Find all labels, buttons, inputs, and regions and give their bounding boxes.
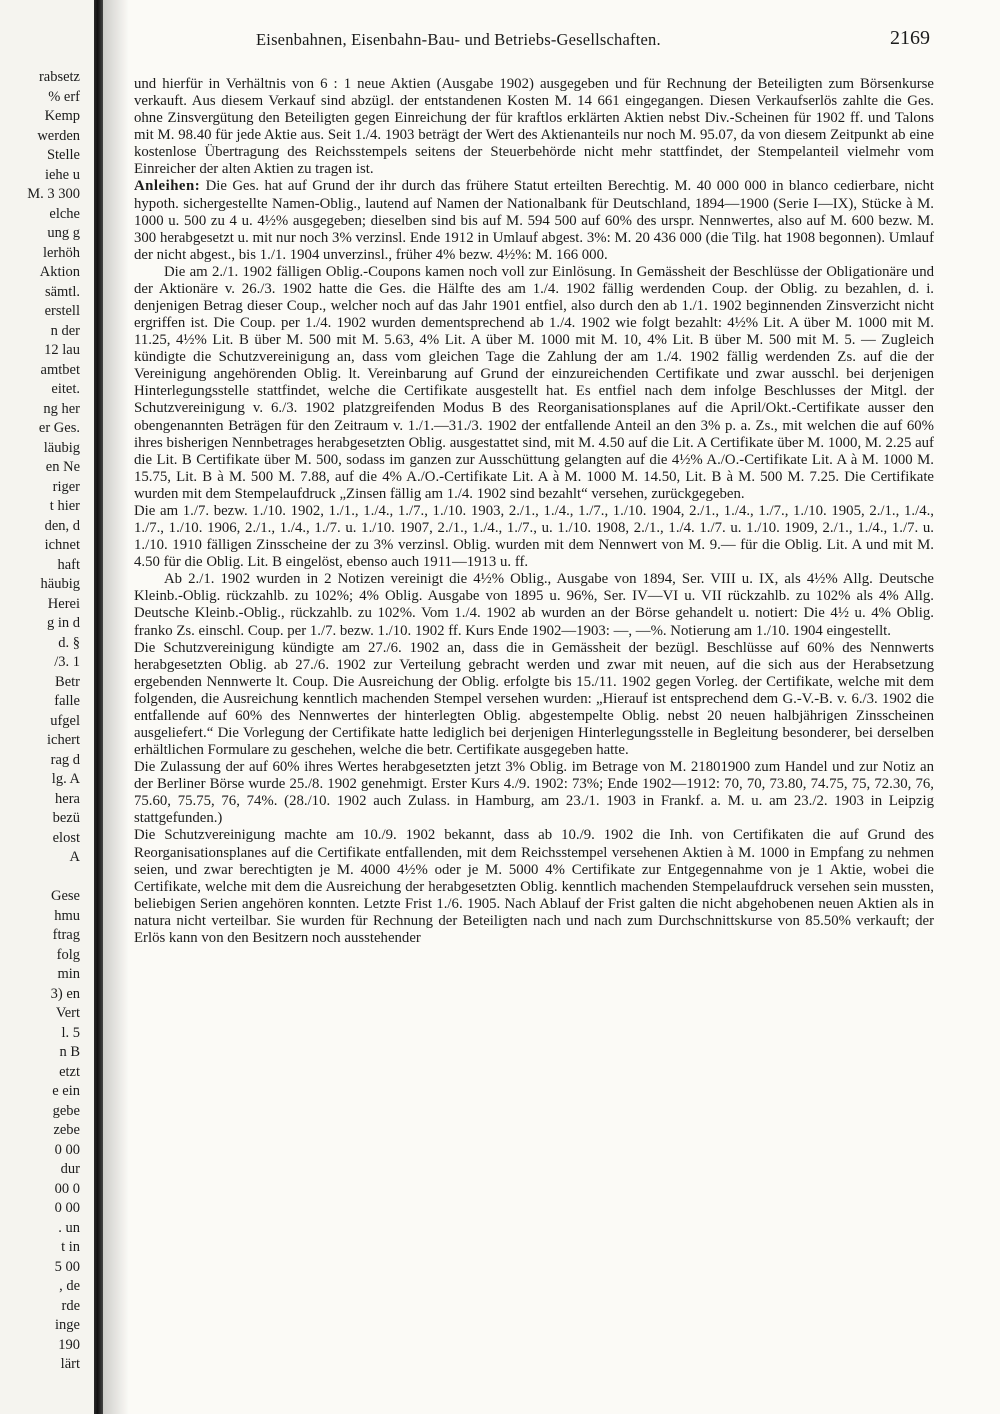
left-page-line: folg [56,946,80,963]
left-page-line: , de [59,1278,80,1294]
left-page-line: eitet. [51,381,80,397]
left-page-line: ftrag [52,927,80,943]
left-page-line: e ein [52,1083,80,1099]
page-number: 2169 [890,27,930,49]
left-page-line: ufgel [50,712,80,729]
left-page-line: ung g [47,225,80,241]
left-page-line: /3. 1 [54,654,80,670]
paragraph-announcement: Die Schutzvereinigung machte am 10./9. 1902 bekannt, dass ab 10./9. 1902 die Inh. von Certifikaten die auf Grund des Reorganisationsplanes auf die Certifikate entfallenden, mit dem Reichsstempel versehenen Aktien à M. 1000 in Empfang zu nehmen seien, und zwar berechtigten je M. 4000 4½% oder je M. 5000 4% Certifikate zur Entgegennahme von je 1 Aktie, wobei die Certifikate, welche mit dem die Ausreichung der herabgesetzten Oblig. kenntlich machenden Stempelaufdruck versehen sein mussten, beliebigen Serien angehören konnten. Letzte Frist 1./6. 1905. Nach Ablauf der Frist galten die nicht abgehobenen neuen Aktien als in natura nicht verteilbar. Sie wurden für Rechnung der Beteiligten nach und nach zum Durchschnittskurse von 85.50% verkauft; der Erlös kann von den Besitzern noch ausstehender [134,827,934,946]
left-page-line: lerhöh [42,244,80,261]
left-page-line: ichnet [44,537,80,553]
left-page-line: den, d [44,517,80,534]
left-page-line: g in d [46,615,80,631]
left-page-line: werden [37,127,80,144]
paragraph-listing: Ab 2./1. 1902 wurden in 2 Notizen vereinigt die 4½% Oblig., Ausgabe von 1894, Ser. VIII u. IX, als 4½% Allg. Deutsche Kleinb.-Oblig. rückzahlb. zu 102%; 4% Oblig. Ausgabe von 1895 u. 96%, Ser. IV—VI u. VII rückzahlb. zu 102% als 4% Allg. Deutsche Kleinb.-Oblig., rückzahlb. zu 102%. Vom 1./4. 1902 ab wurden an der Börse gehandelt u. notiert: Die 4½ u. 4% Oblig. franko Zs. einschl. Coup. per 1./7. bezw. 1./10. 1902 ff. Kurs Ende 1902—1903: —, —%. Notierung am 1./10. 1904 eingestellt. [134,571,934,639]
left-page-line: hmu [54,907,80,924]
paragraph-interest-dates: Die am 1./7. bezw. 1./10. 1902, 1./1., 1./4., 1./7., 1./10. 1903, 2./1., 1./4., 1./7., 1./10. 1904, 2./1., 1./4., 1./7., 1./10. 1905, 2./1., 1./4., 1./7., 1./10. 1906, 2./1., 1./4., 1./7. u. 1./10. 1907, 2./1., 1./4., 1./7., u. 1./10. 1908, 2./1., 1./4. 1./7. u. 1./10. 1909, 2./1., 1./4., 1./7. u. 1./10. 1910 fälligen Zinsscheine der zu 3% verzinsl. Oblig. wurden mit dem Nennwert von M. 9.— für die Oblig. Lit. A und mit M. 4.50 für die Oblig. Lit. B eingelöst, ebenso auch 1911—1913 u. ff. [134,502,934,571]
text-column [134,76,934,947]
left-page-line: bezü [52,810,80,826]
left-page-line: 00 0 [54,1180,80,1197]
left-page-line: n der [50,322,80,339]
left-page-line: Gese [51,888,80,904]
left-page-line: 190 [58,1336,80,1353]
paragraph-loans: Anleihen: Die Ges. hat auf Grund der ihr durch das frühere Statut erteilten Berechtig. M. 40 000 000 in blanco cedierbare, nicht hypoth. sichergestellte Namen-Oblig., lautend auf Namen der Nationalbank für Deutschland, 1894—1900 (Serie I—IX), Stücke à M. 1000 u. 500 zu 4 u. 4½% ausgegeben; dieselben sind bis auf M. 594 500 auf 60% des urspr. Nennwertes, also auf M. 600 bezw. M. 300 herabgesetzt u. mit nur noch 3% verzinsl. Ende 1912 in Umlauf abgest. 3%: M. 20 436 000 (die Tilg. hat 1908 begonnen). Umlauf der nicht abgest., bis 1./1. 1904 unverzinsl., früher 4% bezw. 4½%: M. 166 000. [134,178,934,263]
left-page-line: 0 00 [54,1141,80,1158]
left-page-line: iehe u [44,166,80,183]
left-page-line: riger [52,478,80,495]
left-page-line: haft [57,556,80,573]
left-page-line: elche [49,205,80,222]
page-header [130,27,930,54]
adjacent-page-fragment [0,0,94,1414]
left-page-line: . un [58,1219,80,1236]
left-page-line: 0 00 [54,1200,80,1216]
left-page-line: en Ne [45,459,80,475]
left-page-line: ichert [46,732,80,748]
left-page-line: inge [55,1317,80,1333]
left-page-line: Vert [55,1005,80,1021]
left-page-line: Stelle [46,147,80,163]
left-page-line: dur [60,1161,80,1177]
paragraph-coupons: Die am 2./1. 1902 fälligen Oblig.-Coupons kamen noch voll zur Einlösung. In Gemässheit der Beschlüsse der Obligationäre und der Aktionäre v. 26./3. 1902 hatte die Ges. die Hälfte des am 1./4. 1902 fällig werdenden Coup. der Oblig. zu bezahlen, d. i. denjenigen Betrag dieser Coup., welcher noch auf das Jahr 1901 entfiel, also durch den ab 1./1. 1902 beginnenden Zinsverzicht nicht ergriffen ist. Die Coup. per 1./4. 1902 wurden dementsprechend ab 1./4. 1902 wie folgt bezahlt: 4½% Lit. A über M. 1000 mit M. 11.25, 4½% Lit. B über M. 500 mit M. 5.63, 4% Lit. A über M. 1000 mit M. 10, 4% Lit. B über M. 500 mit M. 5. — Zugleich kündigte die Schutzvereinigung an, dass vom gleichen Tage die Zahlung der am 1./4. 1902 fällig werdenden Zs. auf die der Vereinigung angehörenden Oblig. lt. Vereinbarung auf Grund der einzureichenden Certifikate und zwar ausschl. bei derjenigen Hinterlegungsstelle stattfindet, welche die Certifikate ausgestellt hat. Es entfiel nach dem infolge Beschlusses der Mitgl. der Schutzvereinigung v. 6./3. 1902 platzgreifenden Modus B des Reorganisationsplanes auf die April/Okt.-Certifikate ausser den obengenannten Beträgen für den Zeitraum v. 1./1.—31./3. 1902 der entfallende Anteil an den 3% p. a. Zs., mit welchen die auf 60% ihres bisherigen Nennbetrages herabgesetzten Oblig. ausgestattet sind, mit M. 4.50 auf die Lit. A Certifikate über M. 1000, M. 2.25 auf die Lit. B Certifikate über M. 500, sodass im ganzen zur Ausschüttung gelangten auf die 4½% A./O.-Certifikate Lit. A à M. 1000 M. 15.75, Lit. B à M. 500 M. 7.88, auf die 4% A./O.-Certifikate Lit. A à M. 1000 M. 14.50, Lit. B à M. 500 M. 7.25. Die Certifikate wurden mit dem Stempelaufdruck „Zinsen fällig am 1./4. 1902 sind bezahlt“ versehen, zurückgegeben. [134,263,934,502]
running-head: Eisenbahnen, Eisenbahn-Bau- und Betriebs-Gesellschaften. [256,30,661,49]
book-gutter [94,0,103,1414]
left-page-line: amtbet [40,361,80,378]
left-page-line: l. 5 [61,1024,80,1041]
left-page-line: lg. A [51,771,80,787]
left-page-line: t hier [49,498,80,514]
loans-label: Anleihen: [134,178,201,195]
left-page-line: % erf [48,88,80,105]
left-page-line: lärt [60,1356,80,1372]
paragraph-admission: Die Zulassung der auf 60% ihres Wertes herabgesetzten jetzt 3% Oblig. im Betrage von M. 21801900 zum Handel und zur Notiz an der Berliner Börse wurde 25./8. 1902 genehmigt. Erster Kurs 4./9. 1902: 73%; Ende 1902—1912: 70, 70, 73.80, 74.75, 75, 72.30, 76, 75.60, 75.75, 76, 74%. (28./10. 1902 auch Zulass. in Hamburg, am 23./1. 1903 in Frankf. a. M. u. am 23./2. 1903 in Leipzig stattgefunden.) [134,759,934,827]
left-page-line: falle [54,693,80,709]
left-page-line: A [69,849,80,865]
left-page-line: zebe [53,1122,80,1138]
paragraph-share-sale: und hierfür in Verhältnis von 6 : 1 neue Aktien (Ausgabe 1902) ausgegeben und für Rechnung der Beteiligten zum Börsenkurse verkauft. Aus diesem Verkauf sind abzügl. der entstandenen Kosten M. 14 661 eingegangen. Diesen Verkaufserlös zahlte die Ges. ohne Zinsvergütung den Beteiligten gegen Einreichung der für kraftlos erklärten Aktien nebst Div.-Scheinen für 1902 ff. und Talons mit M. 98.40 für jede Aktie aus. Seit 1./4. 1903 beträgt der Wert des Aktienanteils nur noch M. 95.07, da von diesem Zeitpunkt ab eine kostenlose Übertragung des Reichsstempels seitens der Steuerbehörde nicht mehr stattfindet, der Stempelanteil vielmehr vom Einreicher der alten Aktien zu tragen ist. [134,76,934,178]
left-page-line: rde [61,1297,80,1314]
left-page-line: Betr [55,673,80,690]
left-page-line: M. 3 300 [27,186,80,202]
left-page-line: rabsetz [38,69,80,85]
left-page-line: er Ges. [38,420,80,436]
left-page-line: Aktion [39,264,80,280]
left-page-line: elost [52,829,80,846]
left-page-line: häubig [40,576,80,592]
left-page-line: min [57,966,80,982]
left-page-line: läubig [43,439,80,456]
left-page-line: rag d [50,751,80,768]
left-page-line: sämtl. [44,283,80,300]
left-page-line: n B [59,1044,80,1060]
left-page-line: gebe [52,1102,80,1119]
left-page-line: 3) en [50,985,80,1002]
left-page-line: d. § [58,634,80,651]
left-page-line: t in [61,1239,80,1255]
left-page-line: etzt [59,1063,80,1080]
left-page-line: ng her [43,400,80,417]
left-page-line: Kemp [44,108,80,124]
left-page-line: 12 lau [44,342,80,358]
gutter-shadow [103,0,129,1414]
left-page-line: Herei [47,595,80,612]
left-page-line: hera [55,790,80,807]
left-page-line: 5 00 [54,1258,80,1275]
paragraph-distribution: Die Schutzvereinigung kündigte am 27./6. 1902 an, dass die in Gemässheit der bezügl. Beschlüsse auf 60% des Nennwerts herabgesetzten Oblig. ab 27./6. 1902 zur Verteilung gebracht werden und zwar mit neuen, auf die sich aus der Herabsetzung ergebenden Nennwerte lt. Coup. Die Ausreichung der Oblig. erfolgte bis 15./11. 1902 gegen Vorleg. der Certifikate, welche mit dem folgenden, die Ausreichung kenntlich machenden Stempel versehen wurden: „Hierauf ist entsprechend dem G.-V.-B. v. 6./3. 1902 die entfallende auf 60% des Nennwertes der hinterlegten Oblig. abgestempelte Oblig. nebst 20 neuen halbjährigen Zinsscheinen ausgeliefert.“ Die Vorlegung der Certifikate hatte lediglich bei derjenigen Hinterlegungsstelle in Begleitung besonderer, bei derselben erhältlichen Formulare zu geschehen, welche die betr. Certifikate ausgegeben hatte. [134,639,934,759]
left-page-line: erstell [44,303,80,319]
